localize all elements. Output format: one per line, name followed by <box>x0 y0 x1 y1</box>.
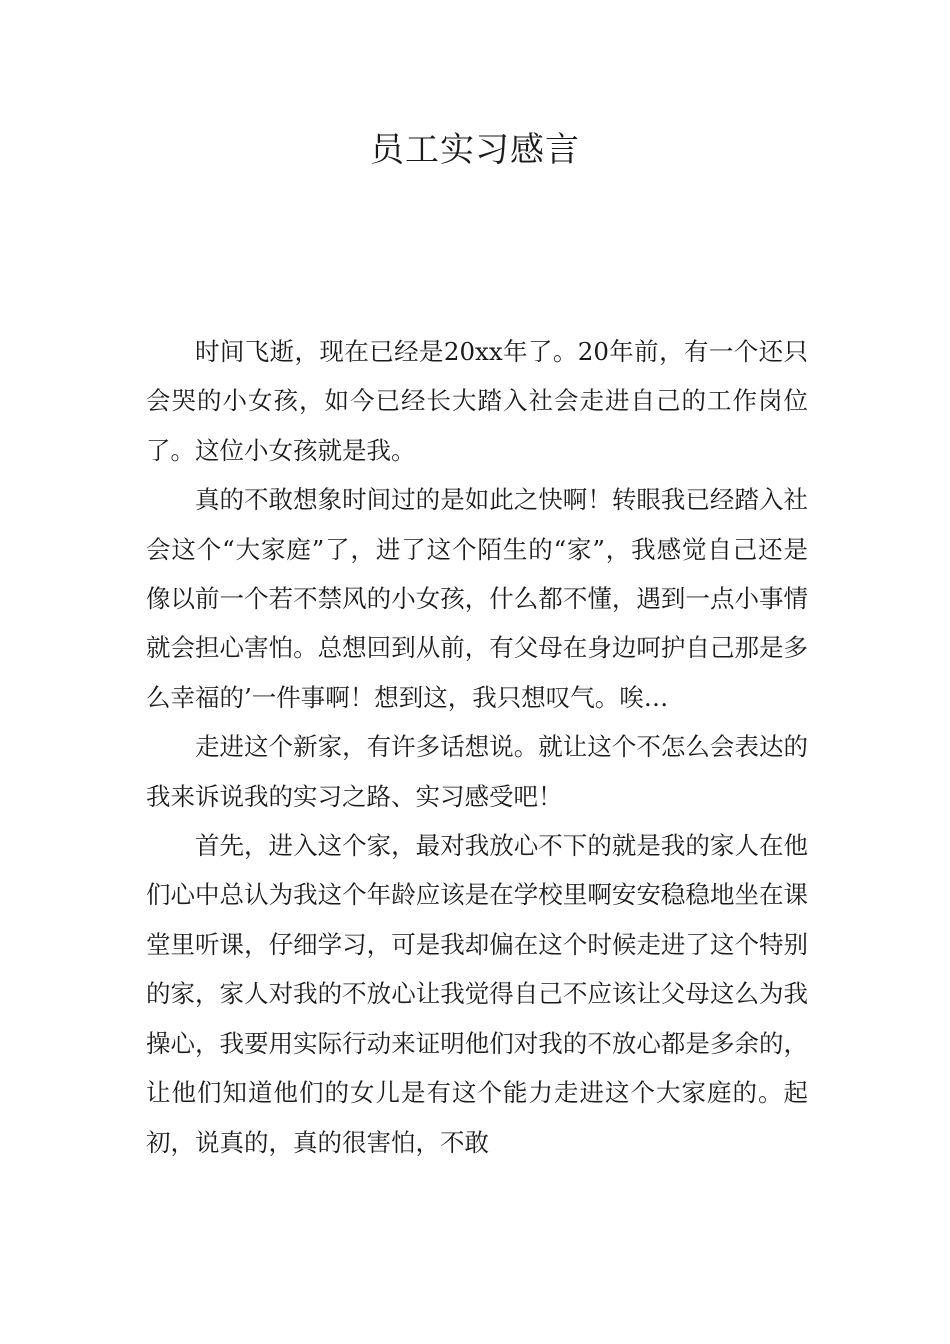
document-title: 员工实习感言 <box>370 130 580 170</box>
paragraph: 走进这个新家，有许多话想说。就让这个不怎么会表达的我来诉说我的实习之路、实习感受吧！ <box>146 732 808 811</box>
paragraph: 时间飞逝，现在已经是20xx年了。20年前，有一个还只会哭的小女孩，如今已经长大踏入社会走进自己的工作岗位了。这位小女孩就是我。 <box>146 337 808 465</box>
paragraph: 首先，进入这个家，最对我放心不下的就是我的家人在他们心中总认为我这个年龄应该是在学校里啊安安稳稳地坐在课堂里听课，仔细学习，可是我却偏在这个时候走进了这个特别的家，家人对我的不放心让我觉得自己不应该让父母这么为我操心，我要用实际行动来证明他们对我的不放心都是多余的，让他们知道他们的女儿是有这个能力走进这个大家庭的。起初，说真的，真的很害怕，不敢 <box>146 831 808 1157</box>
paragraph: 真的不敢想象时间过的是如此之快啊！转眼我已经踏入社会这个“大家庭”了，进了这个陌生的“家”，我感觉自己还是像以前一个若不禁风的小女孩，什么都不懂，遇到一点小事情就会担心害怕。总想回到从前，有父母在身边呵护自己那是多么幸福的’一件事啊！想到这，我只想叹气。唉… <box>146 485 808 712</box>
document-body <box>146 327 808 1167</box>
